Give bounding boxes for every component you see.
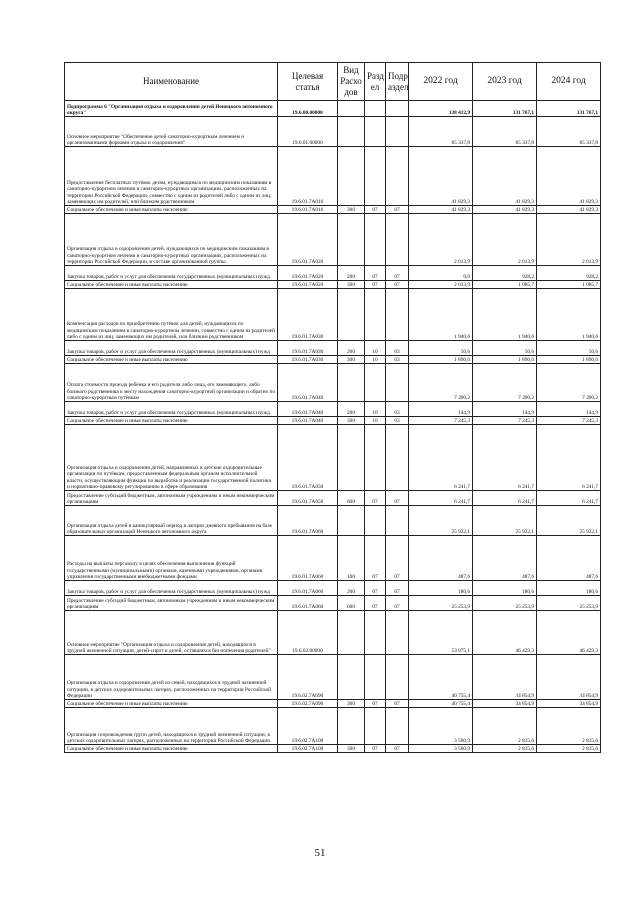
row-value-2023: 1 890,0	[473, 356, 537, 364]
row-expense-type	[338, 214, 365, 266]
row-subsection: 07	[386, 266, 409, 281]
row-value-2024: 144,9	[537, 402, 601, 417]
row-target-article: 19.6.02.7А090	[278, 655, 338, 700]
row-section	[365, 117, 386, 147]
table-row	[65, 581, 601, 596]
row-value-2022: 6 241,7	[409, 491, 473, 506]
table-row	[65, 356, 601, 364]
table-header-row	[65, 63, 601, 101]
row-subsection: 07	[386, 491, 409, 506]
header-subsection: Подр аздел	[386, 63, 409, 101]
row-section	[365, 425, 386, 491]
row-value-2024: 7 390,2	[537, 364, 601, 402]
row-expense-type	[338, 364, 365, 402]
row-value-2022: 40 755,4	[409, 655, 473, 700]
row-subsection	[386, 655, 409, 700]
row-subsection: 07	[386, 206, 409, 214]
row-expense-type: 300	[338, 281, 365, 289]
row-subsection	[386, 708, 409, 745]
row-section	[365, 214, 386, 266]
row-value-2024: 25 253,9	[537, 596, 601, 611]
row-value-2024: 131 767,1	[537, 101, 601, 117]
row-target-article: 19.6.02.7А090	[278, 700, 338, 708]
row-name: Социальное обеспечение и иные выплаты населению	[65, 700, 278, 708]
row-expense-type: 100	[338, 536, 365, 581]
row-name: Основное мероприятие "Обеспечение детей санаторно-курортным лечением и организованными формами отдыха и оздоровления"	[65, 117, 278, 147]
row-value-2022: 180,6	[409, 581, 473, 596]
table-row	[65, 341, 601, 356]
table-row	[65, 402, 601, 417]
row-subsection	[386, 101, 409, 117]
row-value-2022: 41 829,3	[409, 206, 473, 214]
row-value-2023: 41 829,3	[473, 147, 537, 206]
row-target-article: 19.6.01.7А040	[278, 417, 338, 425]
row-name: Социальное обеспечение и иные выплаты населению	[65, 206, 278, 214]
row-name: Организация отдыха детей в каникулярный период в лагерях дневного пребывания на базе образовательных организаций Ненецкого автономного округа	[65, 506, 278, 536]
row-value-2023: 180,6	[473, 581, 537, 596]
row-value-2024: 34 854,9	[537, 700, 601, 708]
row-value-2024: 50,6	[537, 341, 601, 356]
row-section: 07	[365, 581, 386, 596]
row-subsection	[386, 506, 409, 536]
row-name: Социальное обеспечение и иные выплаты населению	[65, 281, 278, 289]
row-section: 07	[365, 491, 386, 506]
row-expense-type	[338, 147, 365, 206]
row-value-2022: 3 560,9	[409, 708, 473, 745]
row-subsection: 03	[386, 356, 409, 364]
table-row	[65, 700, 601, 708]
table-row	[65, 266, 601, 281]
row-expense-type	[338, 425, 365, 491]
row-value-2024: 1 890,0	[537, 356, 601, 364]
row-subsection	[386, 117, 409, 147]
row-target-article: 19.6.01.7А020	[278, 281, 338, 289]
row-subsection: 07	[386, 700, 409, 708]
page-number: 51	[314, 847, 326, 859]
row-value-2022: 0,0	[409, 266, 473, 281]
row-expense-type	[338, 655, 365, 700]
row-expense-type	[338, 289, 365, 341]
row-value-2024: 6 241,7	[537, 425, 601, 491]
row-value-2022: 25 253,9	[409, 596, 473, 611]
row-value-2023: 34 854,9	[473, 655, 537, 700]
row-target-article: 19.6.01.7А060	[278, 596, 338, 611]
header-year-2023: 2023 год	[473, 63, 537, 101]
row-value-2023: 928,2	[473, 266, 537, 281]
row-subsection: 07	[386, 745, 409, 753]
row-target-article: 19.6.01.7А040	[278, 402, 338, 417]
row-target-article: 19.6.01.7А030	[278, 341, 338, 356]
row-section	[365, 364, 386, 402]
table-row	[65, 289, 601, 341]
row-name: Социальное обеспечение и иные выплаты населению	[65, 745, 278, 753]
header-name: Наименование	[65, 63, 278, 101]
row-value-2023: 7 390,2	[473, 364, 537, 402]
row-name: Предоставление субсидий бюджетным, автономным учреждениям и иным некоммерческим организациям	[65, 596, 278, 611]
row-value-2023: 144,9	[473, 402, 537, 417]
row-target-article: 19.6.01.7А060	[278, 536, 338, 581]
row-section: 10	[365, 341, 386, 356]
row-value-2024: 46 429,3	[537, 611, 601, 655]
row-value-2022: 40 755,4	[409, 700, 473, 708]
row-subsection: 07	[386, 596, 409, 611]
row-value-2023: 34 854,9	[473, 700, 537, 708]
row-section: 10	[365, 402, 386, 417]
row-section	[365, 708, 386, 745]
row-section: 10	[365, 356, 386, 364]
header-section: Разд ел	[365, 63, 386, 101]
row-target-article: 19.6.01.7А030	[278, 356, 338, 364]
row-section: 10	[365, 417, 386, 425]
row-expense-type: 600	[338, 491, 365, 506]
table-row	[65, 147, 601, 206]
table-body	[65, 101, 601, 753]
row-expense-type	[338, 708, 365, 745]
table-row	[65, 708, 601, 745]
row-subsection	[386, 289, 409, 341]
row-value-2023: 1 085,7	[473, 281, 537, 289]
row-name: Предоставление бесплатных путёвок детям, нуждающимся по медицинским показаниям в санаторно-курортном лечении в санаторно-курортных организациях, расположенных на территории Российской Федерации, совместно с одним из родителей либо с одним из лиц, заменяющих им родителей, или близким родственником	[65, 147, 278, 206]
table-row	[65, 214, 601, 266]
row-value-2023: 2 815,6	[473, 708, 537, 745]
row-value-2022: 3 560,9	[409, 745, 473, 753]
row-value-2022: 2 013,9	[409, 214, 473, 266]
row-value-2024: 2 013,9	[537, 214, 601, 266]
row-value-2022: 53 075,1	[409, 611, 473, 655]
row-target-article: 19.6.01.7А010	[278, 206, 338, 214]
row-value-2022: 1 890,0	[409, 356, 473, 364]
row-value-2022: 7 245,3	[409, 417, 473, 425]
row-section	[365, 506, 386, 536]
row-target-article: 19.6.01.7А010	[278, 147, 338, 206]
row-name: Закупка товаров, работ и услуг для обеспечения государственных (муниципальных) нужд	[65, 402, 278, 417]
row-expense-type: 200	[338, 266, 365, 281]
row-name: Закупка товаров, работ и услуг для обеспечения государственных (муниципальных) нужд	[65, 341, 278, 356]
row-target-article: 19.6.01.7А050	[278, 425, 338, 491]
row-expense-type	[338, 611, 365, 655]
row-value-2024: 41 829,3	[537, 206, 601, 214]
row-target-article: 19.6.01.7А060	[278, 506, 338, 536]
budget-table	[64, 62, 601, 753]
row-value-2024: 25 922,1	[537, 506, 601, 536]
row-subsection	[386, 364, 409, 402]
row-name: Организация отдыха и оздоровления детей, нуждающихся по медицинским показаниям в санаторно-курортном лечении в санаторно-курортных организациях, расположенных на территории Российской Федерации, в составе организованной группы	[65, 214, 278, 266]
row-expense-type: 300	[338, 206, 365, 214]
row-subsection	[386, 425, 409, 491]
table-row	[65, 655, 601, 700]
table-row	[65, 611, 601, 655]
row-value-2024: 487,6	[537, 536, 601, 581]
row-value-2023: 46 429,3	[473, 611, 537, 655]
row-value-2022: 25 922,1	[409, 506, 473, 536]
row-value-2022: 487,6	[409, 536, 473, 581]
table-row	[65, 536, 601, 581]
row-value-2023: 25 253,9	[473, 596, 537, 611]
row-name: Организация сопровождения групп детей, находящихся в трудной жизненной ситуации, в детских оздоровительных лагерях, расположенных на территории Российской Федерации	[65, 708, 278, 745]
row-value-2024: 7 245,3	[537, 417, 601, 425]
row-expense-type: 200	[338, 581, 365, 596]
row-target-article: 19.6.01.7А030	[278, 289, 338, 341]
row-value-2022: 7 390,2	[409, 364, 473, 402]
row-expense-type	[338, 506, 365, 536]
row-section: 07	[365, 281, 386, 289]
table-row	[65, 425, 601, 491]
row-value-2023: 41 829,3	[473, 206, 537, 214]
header-year-2022: 2022 год	[409, 63, 473, 101]
row-value-2022: 144,9	[409, 402, 473, 417]
row-target-article: 19.6.01.7А020	[278, 214, 338, 266]
row-value-2023: 6 241,7	[473, 425, 537, 491]
header-year-2024: 2024 год	[537, 63, 601, 101]
row-name: Оплата стоимости проезда ребёнка и его родителя либо лица, его заменяющего, либо близкого родственника к месту нахождения санаторно-курортной организации и обратно по санаторно-курортным путёвкам	[65, 364, 278, 402]
row-expense-type: 300	[338, 356, 365, 364]
row-subsection	[386, 214, 409, 266]
row-value-2023: 6 241,7	[473, 491, 537, 506]
row-section: 07	[365, 536, 386, 581]
row-name: Социальное обеспечение и иные выплаты населению	[65, 356, 278, 364]
row-section: 07	[365, 596, 386, 611]
header-expense-type: Вид Расхо дов	[338, 63, 365, 101]
row-value-2023: 7 245,3	[473, 417, 537, 425]
row-value-2023: 2 013,9	[473, 214, 537, 266]
row-expense-type: 600	[338, 596, 365, 611]
row-name: Закупка товаров, работ и услуг для обеспечения государственных (муниципальных) нужд	[65, 266, 278, 281]
row-value-2024: 2 815,6	[537, 708, 601, 745]
row-name: Компенсация расходов по приобретению путёвок для детей, нуждающихся по медицинским показаниям в санаторно-курортном лечении, совместно с одним из родителей либо с одним из лиц, заменяющих им родителей, или близким родственником	[65, 289, 278, 341]
row-expense-type: 300	[338, 745, 365, 753]
row-name: Предоставление субсидий бюджетным, автономным учреждениям и иным некоммерческим организациям	[65, 491, 278, 506]
row-subsection	[386, 147, 409, 206]
row-name: Расходы на выплаты персоналу в целях обеспечения выполнения функций государственными (муниципальными) органами, казенными учреждениями, органами управления государственными внебюджетными фондами	[65, 536, 278, 581]
row-name: Социальное обеспечение и иные выплаты населению	[65, 417, 278, 425]
row-value-2023: 131 767,1	[473, 101, 537, 117]
row-expense-type: 200	[338, 402, 365, 417]
row-expense-type	[338, 101, 365, 117]
row-target-article: 19.6.01.7А060	[278, 581, 338, 596]
row-value-2024: 34 854,9	[537, 655, 601, 700]
table-row	[65, 117, 601, 147]
row-section	[365, 289, 386, 341]
row-value-2024: 85 337,8	[537, 117, 601, 147]
table-row	[65, 364, 601, 402]
row-section	[365, 101, 386, 117]
row-value-2024: 180,6	[537, 581, 601, 596]
row-section: 07	[365, 206, 386, 214]
table-row	[65, 206, 601, 214]
row-value-2024: 41 829,3	[537, 147, 601, 206]
row-section	[365, 611, 386, 655]
row-target-article: 19.6.01.7А040	[278, 364, 338, 402]
table-row	[65, 491, 601, 506]
row-section: 07	[365, 700, 386, 708]
row-section: 07	[365, 266, 386, 281]
row-value-2023: 487,6	[473, 536, 537, 581]
row-expense-type: 300	[338, 700, 365, 708]
row-expense-type	[338, 117, 365, 147]
row-subsection: 07	[386, 281, 409, 289]
row-value-2022: 2 013,9	[409, 281, 473, 289]
row-name: Организация отдыха и оздоровления детей, направляемых в детские оздоровительные организации по путёвкам, предоставленным федеральным органом исполнительной власти, осуществляющим функции по выработке и реализации государственной политики и нормативно-правовому регулированию в сфере образования	[65, 425, 278, 491]
row-subsection: 03	[386, 417, 409, 425]
row-subsection: 07	[386, 581, 409, 596]
table-row	[65, 281, 601, 289]
row-value-2022: 138 412,9	[409, 101, 473, 117]
row-expense-type: 300	[338, 417, 365, 425]
table-row	[65, 745, 601, 753]
row-value-2022: 50,6	[409, 341, 473, 356]
row-value-2023: 1 940,6	[473, 289, 537, 341]
row-target-article: 19.6.02.7А100	[278, 708, 338, 745]
row-target-article: 19.6.00.00000	[278, 101, 338, 117]
row-name: Закупка товаров, работ и услуг для обеспечения государственных (муниципальных) нужд	[65, 581, 278, 596]
row-name: Подпрограмма 6 "Организация отдыха и оздоровления детей Ненецкого автономного округа"	[65, 101, 278, 117]
row-target-article: 19.6.02.7А100	[278, 745, 338, 753]
row-value-2024: 2 815,6	[537, 745, 601, 753]
row-name: Организация отдыха и оздоровления детей из семей, находящихся в трудной жизненной ситуации, в детских оздоровительных лагерях, расположенных на территории Российской Федерации	[65, 655, 278, 700]
row-subsection: 03	[386, 402, 409, 417]
row-value-2024: 6 241,7	[537, 491, 601, 506]
row-section	[365, 147, 386, 206]
row-value-2022: 1 940,6	[409, 289, 473, 341]
row-value-2024: 1 940,6	[537, 289, 601, 341]
row-target-article: 19.6.02.00000	[278, 611, 338, 655]
row-value-2022: 6 241,7	[409, 425, 473, 491]
row-name: Основное мероприятие "Организация отдыха и оздоровления детей, находящихся в трудной жизненной ситуации, детей-сирот и детей, оставшихся без попечения родителей"	[65, 611, 278, 655]
row-target-article: 19.6.01.7А050	[278, 491, 338, 506]
row-expense-type: 200	[338, 341, 365, 356]
row-value-2024: 1 085,7	[537, 281, 601, 289]
row-section: 07	[365, 745, 386, 753]
row-value-2023: 85 337,8	[473, 117, 537, 147]
row-subsection: 03	[386, 341, 409, 356]
row-subsection	[386, 611, 409, 655]
header-target-article: Целевая статья	[278, 63, 338, 101]
table-row	[65, 417, 601, 425]
table-row	[65, 596, 601, 611]
row-subsection: 07	[386, 536, 409, 581]
row-value-2023: 25 922,1	[473, 506, 537, 536]
table-row	[65, 506, 601, 536]
row-section	[365, 655, 386, 700]
row-value-2023: 50,6	[473, 341, 537, 356]
row-target-article: 19.6.01.00000	[278, 117, 338, 147]
row-value-2022: 85 337,8	[409, 117, 473, 147]
row-value-2023: 2 815,6	[473, 745, 537, 753]
row-value-2022: 41 829,3	[409, 147, 473, 206]
row-value-2024: 928,2	[537, 266, 601, 281]
table-row	[65, 101, 601, 117]
row-target-article: 19.6.01.7А020	[278, 266, 338, 281]
